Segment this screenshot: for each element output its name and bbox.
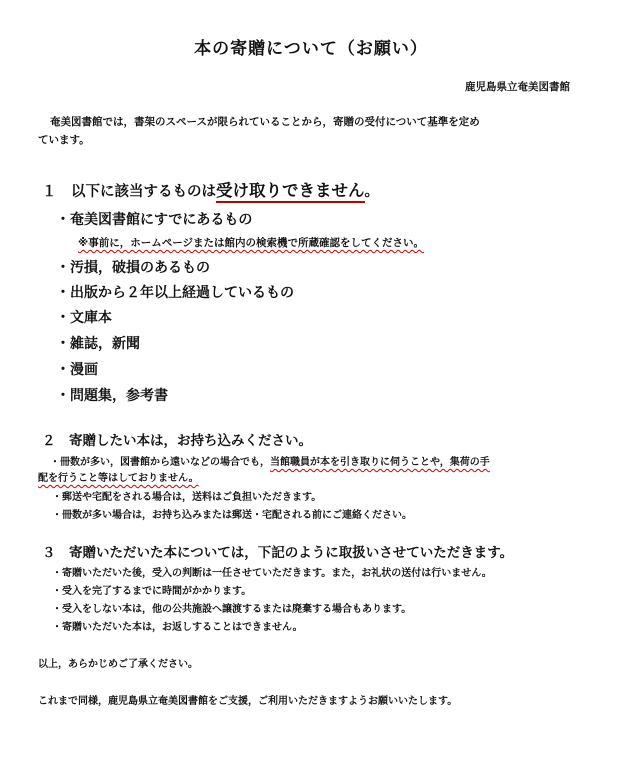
section1-note	[78, 235, 424, 250]
section2-heading: ２ 寄贈したい本は，お持ち込みください。	[42, 433, 312, 449]
closing-line-1: 以上，あらかじめご了承ください。	[38, 659, 198, 670]
section2-note-line-1	[50, 453, 490, 468]
section2-bullet: ・郵送や宅配をされる場合は，送料はご負担いただきます。	[52, 492, 322, 503]
page-title: 本の寄贈について（お願い）	[194, 39, 428, 59]
closing-line-2: これまで同様，鹿児島県立奄美図書館をご支援，ご利用いただきますようお願いいたします。	[38, 696, 458, 707]
section1-item: ・奄美図書館にすでにあるもの	[56, 212, 253, 228]
section3-bullet: ・寄贈いただいた本は，お返しすることはできません。	[52, 622, 303, 633]
section1-note-text: ※事前に，ホームページまたは館内の検索機で所蔵確認をしてください。	[78, 237, 424, 249]
section1-item: ・出版から２年以上経過しているもの	[56, 285, 294, 301]
section1-heading-emphasis: 受け取りできません	[216, 181, 365, 203]
section3-heading: ３ 寄贈いただいた本については，下記のように取扱いさせていただきます。	[42, 545, 514, 561]
section2-note-line-2	[38, 469, 199, 484]
section2-note-plain: ・冊数が多い，図書館から遠いなどの場合でも，	[50, 457, 270, 468]
section1-heading-prefix: １ 以下に該当するものは	[42, 184, 216, 200]
section2-note-underlined: 当館職員が本を引き取りに伺うことや，集荷の手	[270, 457, 490, 468]
section1-item: ・雑誌，新聞	[56, 336, 140, 352]
section1-item: ・問題集，参考書	[56, 388, 168, 404]
section1-heading	[42, 177, 379, 201]
intro-line-2: ています。	[38, 134, 90, 146]
section1-item: ・汚損，破損のあるもの	[56, 260, 210, 276]
section3-bullet: ・受入を完了するまでに時間がかかります。	[52, 586, 252, 597]
section1-heading-suffix: 。	[364, 184, 379, 200]
organization-name: 鹿児島県立奄美図書館	[465, 81, 570, 93]
section3-bullet: ・受入をしない本は，他の公共施設へ譲渡するまたは廃棄する場合もあります。	[52, 604, 412, 615]
section1-item: ・文庫本	[56, 310, 112, 326]
intro-line-1: 奄美図書館では，書架のスペースが限られていることから，寄贈の受付について基準を定め	[50, 116, 480, 128]
section3-bullet: ・寄贈いただいた後，受入の判断は一任させていただきます。また，お礼状の送付は行いません。	[52, 568, 492, 579]
section2-note-underlined-2: 配を行うこと等はしておりません。	[38, 473, 199, 484]
section1-item: ・漫画	[56, 362, 98, 378]
section2-bullet: ・冊数が多い場合は，お持ち込みまたは郵送・宅配される前にご連絡ください。	[52, 510, 412, 521]
